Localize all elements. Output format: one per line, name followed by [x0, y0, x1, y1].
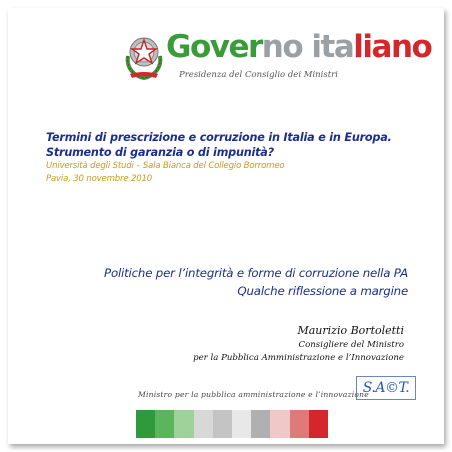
talk-title [104, 264, 408, 300]
talk-title-line2: Qualche riflessione a margine [237, 284, 408, 298]
ministry-footer-text: Ministro per la pubblica amministrazione e l’innovazione [138, 390, 369, 399]
color-bar-segment [270, 410, 289, 438]
conference-venue: Università degli Studi – Sala Bianca del Collegio Borromeo [46, 161, 285, 171]
color-bar-segment [174, 410, 193, 438]
conference-title-line1: Termini di prescrizione e corruzione in Italia e in Europa. [46, 131, 392, 144]
slide [8, 8, 444, 444]
sact-logo: S.A©T. [356, 376, 416, 400]
color-bar-segment [232, 410, 251, 438]
color-bar-segment [309, 410, 328, 438]
color-bar-segment [155, 410, 174, 438]
conference-place-date: Pavia, 30 novembre 2010 [46, 174, 153, 184]
conference-title-line2: Strumento di garanzia o di impunità? [46, 146, 274, 159]
author-block [193, 323, 404, 365]
color-bar-segment [251, 410, 270, 438]
color-bar-segment [136, 410, 155, 438]
logo-subtitle: Presidenza del Consiglio dei Ministri [179, 70, 338, 80]
author-name: Maurizio Bortoletti [297, 324, 404, 337]
italian-republic-emblem-icon [122, 26, 166, 80]
government-logo-text [166, 29, 432, 65]
color-bar-segment [194, 410, 213, 438]
conference-block [46, 130, 426, 186]
author-role-line1: Consigliere del Ministro [298, 340, 404, 350]
talk-title-line1: Politiche per l’integrità e forme di corruzione nella PA [104, 266, 408, 280]
color-gradient-bar [136, 410, 328, 438]
logo-part-green: Gover [166, 29, 262, 65]
logo-part-red: liano [353, 29, 432, 65]
logo-part-grey: no ita [261, 29, 354, 65]
color-bar-segment [290, 410, 309, 438]
author-role-line2: per la Pubblica Amministrazione e l’Innovazione [193, 353, 404, 363]
color-bar-segment [213, 410, 232, 438]
